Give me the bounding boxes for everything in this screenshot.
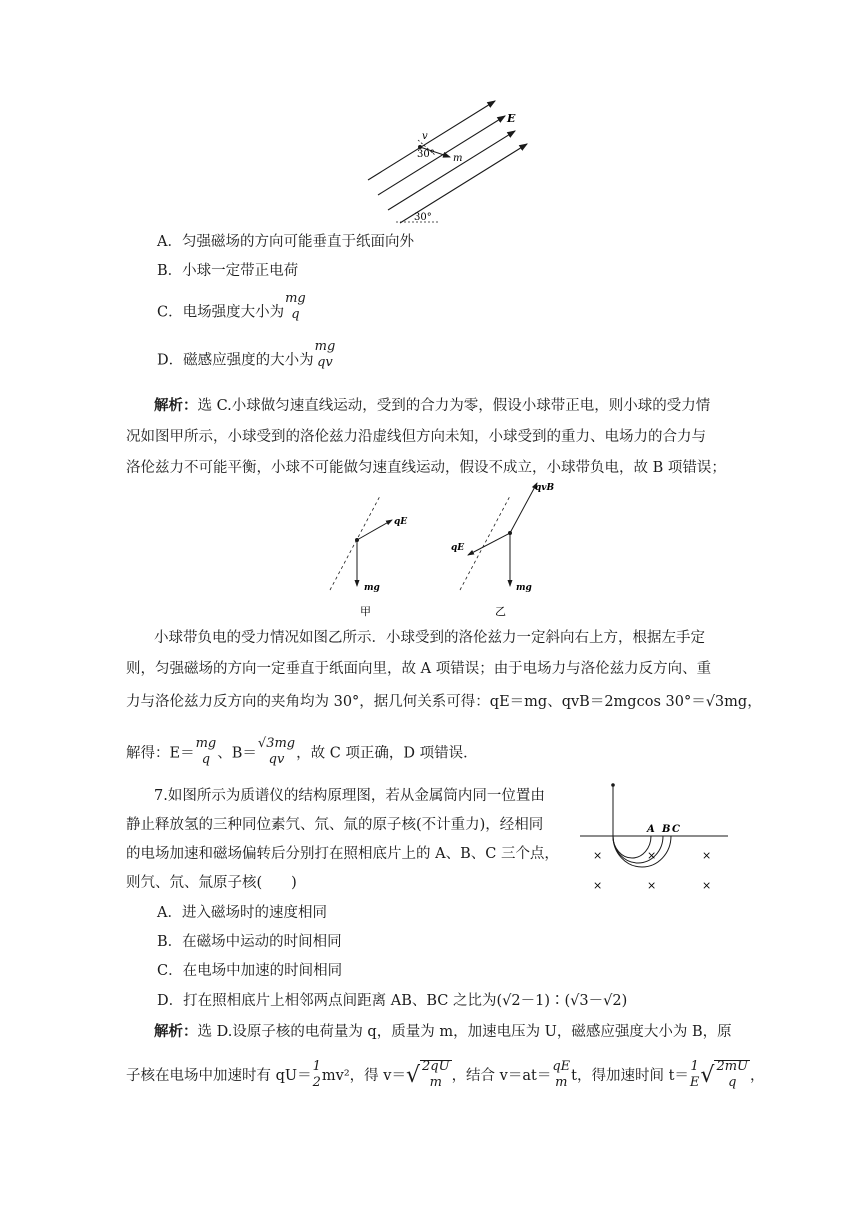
- option-d-fraction: mg qv: [314, 339, 336, 370]
- q7-option-a: A．进入磁场时的速度相同: [157, 905, 327, 921]
- diagram-jia: [330, 496, 407, 618]
- jia-mg-label: mg: [364, 583, 380, 593]
- analysis-line-4: 小球带负电的受力情况如图乙所示．小球受到的洛伦兹力一定斜向右上方，根据左手定: [154, 630, 705, 646]
- analysis-line-6: 力与洛伦兹力反方向的夹角均为 30°，据几何关系可得：qE＝mg、qvB＝2mgcos 30°＝√3mg，: [126, 694, 762, 710]
- yi-mg-label: mg: [516, 583, 532, 593]
- label-B: B: [662, 824, 671, 835]
- field-cross: ×: [702, 879, 712, 892]
- figure-field-lines: [360, 95, 540, 225]
- sqrt-time: √ 2mU q: [700, 1059, 749, 1090]
- q7-line-2: 静止释放氢的三种同位素氕、氘、氚的原子核(不计重力)，经相同: [126, 817, 544, 833]
- q7-analysis-line-1: 解析：选 D.设原子核的电荷量为 q，质量为 m，加速电压为 U，磁感应强度大小为 B，原: [154, 1023, 732, 1040]
- q7-line-1: 7.如图所示为质谱仪的结构原理图，若从金属筒内同一位置由: [154, 788, 545, 804]
- q7-analysis-label: 解析：: [154, 1023, 198, 1040]
- field-cross: ×: [647, 849, 657, 862]
- analysis-line-2: 况如图甲所示，小球受到的洛伦兹力沿虚线但方向未知，小球受到的重力、电场力的合力与: [126, 429, 706, 445]
- fraction-half: 1 2: [312, 1058, 321, 1090]
- analysis-line-3: 洛伦兹力不可能平衡，小球不可能做匀速直线运动，假设不成立，小球带负电，故 B 项错误；: [126, 460, 726, 476]
- option-d: [157, 339, 336, 376]
- analysis-line-1: 解析：选 C.小球做匀速直线运动，受到的合力为零，假设小球带正电，则小球的受力情: [154, 397, 711, 414]
- jia-qE-label: qE: [394, 517, 408, 527]
- label-A: A: [647, 824, 655, 835]
- sqrt-velocity: √ 2qU m: [405, 1059, 450, 1090]
- yi-caption: 乙: [495, 605, 506, 618]
- figure-force-diagrams: [320, 478, 555, 620]
- field-cross: ×: [647, 879, 657, 892]
- fraction-B: √3mg qv: [257, 736, 296, 767]
- option-c: [157, 291, 307, 328]
- analysis-label: 解析：: [154, 397, 198, 414]
- jia-caption: 甲: [360, 605, 371, 618]
- fraction-E: mg q: [195, 736, 217, 767]
- q7-line-3: 的电场加速和磁场偏转后分别打在照相底片上的 A、B、C 三个点，: [126, 846, 559, 862]
- label-m: m: [453, 153, 463, 164]
- angle-top-label: 30°: [417, 149, 435, 160]
- q7-line-4: 则氕、氘、氚原子核( ): [126, 875, 297, 891]
- yi-qvB-label: qvB: [535, 483, 555, 493]
- field-cross: ×: [702, 849, 712, 862]
- figure-mass-spectrometer: [580, 780, 730, 895]
- field-line: [378, 116, 505, 195]
- field-line: [388, 131, 515, 210]
- q7-option-d: D．打在照相底片上相邻两点间距离 AB、BC 之比为(√2－1)∶(√3－√2): [157, 993, 628, 1009]
- label-C: C: [672, 824, 680, 835]
- option-b: B．小球一定带正电荷: [157, 263, 299, 279]
- field-cross: ×: [593, 879, 603, 892]
- label-v: v: [422, 131, 428, 142]
- fraction-acceleration: qE m: [552, 1058, 571, 1090]
- diagram-yi: [451, 483, 555, 618]
- field-cross: ×: [593, 849, 603, 862]
- q7-analysis-line-2: 子核在电场中加速时有 qU＝ 1 2 mv²，得 v＝√ 2qU m ，结合 v＝at＝ qE m t，得加速时间 t＝ 1 E √ 2mU q ，: [126, 1058, 765, 1090]
- option-c-text: C．电场强度大小为: [157, 304, 285, 321]
- label-E: E: [507, 112, 516, 125]
- analysis-line-7: 解得：E＝ mg q 、B＝ √3mg qv ，故 C 项正确，D 项错误．: [126, 736, 478, 767]
- field-line: [368, 101, 495, 180]
- q7-option-c: C．在电场中加速的时间相同: [157, 963, 343, 979]
- option-c-fraction: mg q: [285, 291, 306, 322]
- angle-bottom-label: 30°: [414, 212, 432, 223]
- yi-qE-label: qE: [451, 543, 465, 553]
- option-d-text: D．磁感应强度的大小为: [157, 352, 314, 369]
- fraction-one-over-E: 1 E: [689, 1058, 700, 1090]
- option-a: A．匀强磁场的方向可能垂直于纸面向外: [157, 234, 414, 250]
- q7-option-b: B．在磁场中运动的时间相同: [157, 934, 342, 950]
- analysis-line-5: 则，匀强磁场的方向一定垂直于纸面向里，故 A 项错误；由于电场力与洛伦兹力反方向、重: [126, 661, 712, 677]
